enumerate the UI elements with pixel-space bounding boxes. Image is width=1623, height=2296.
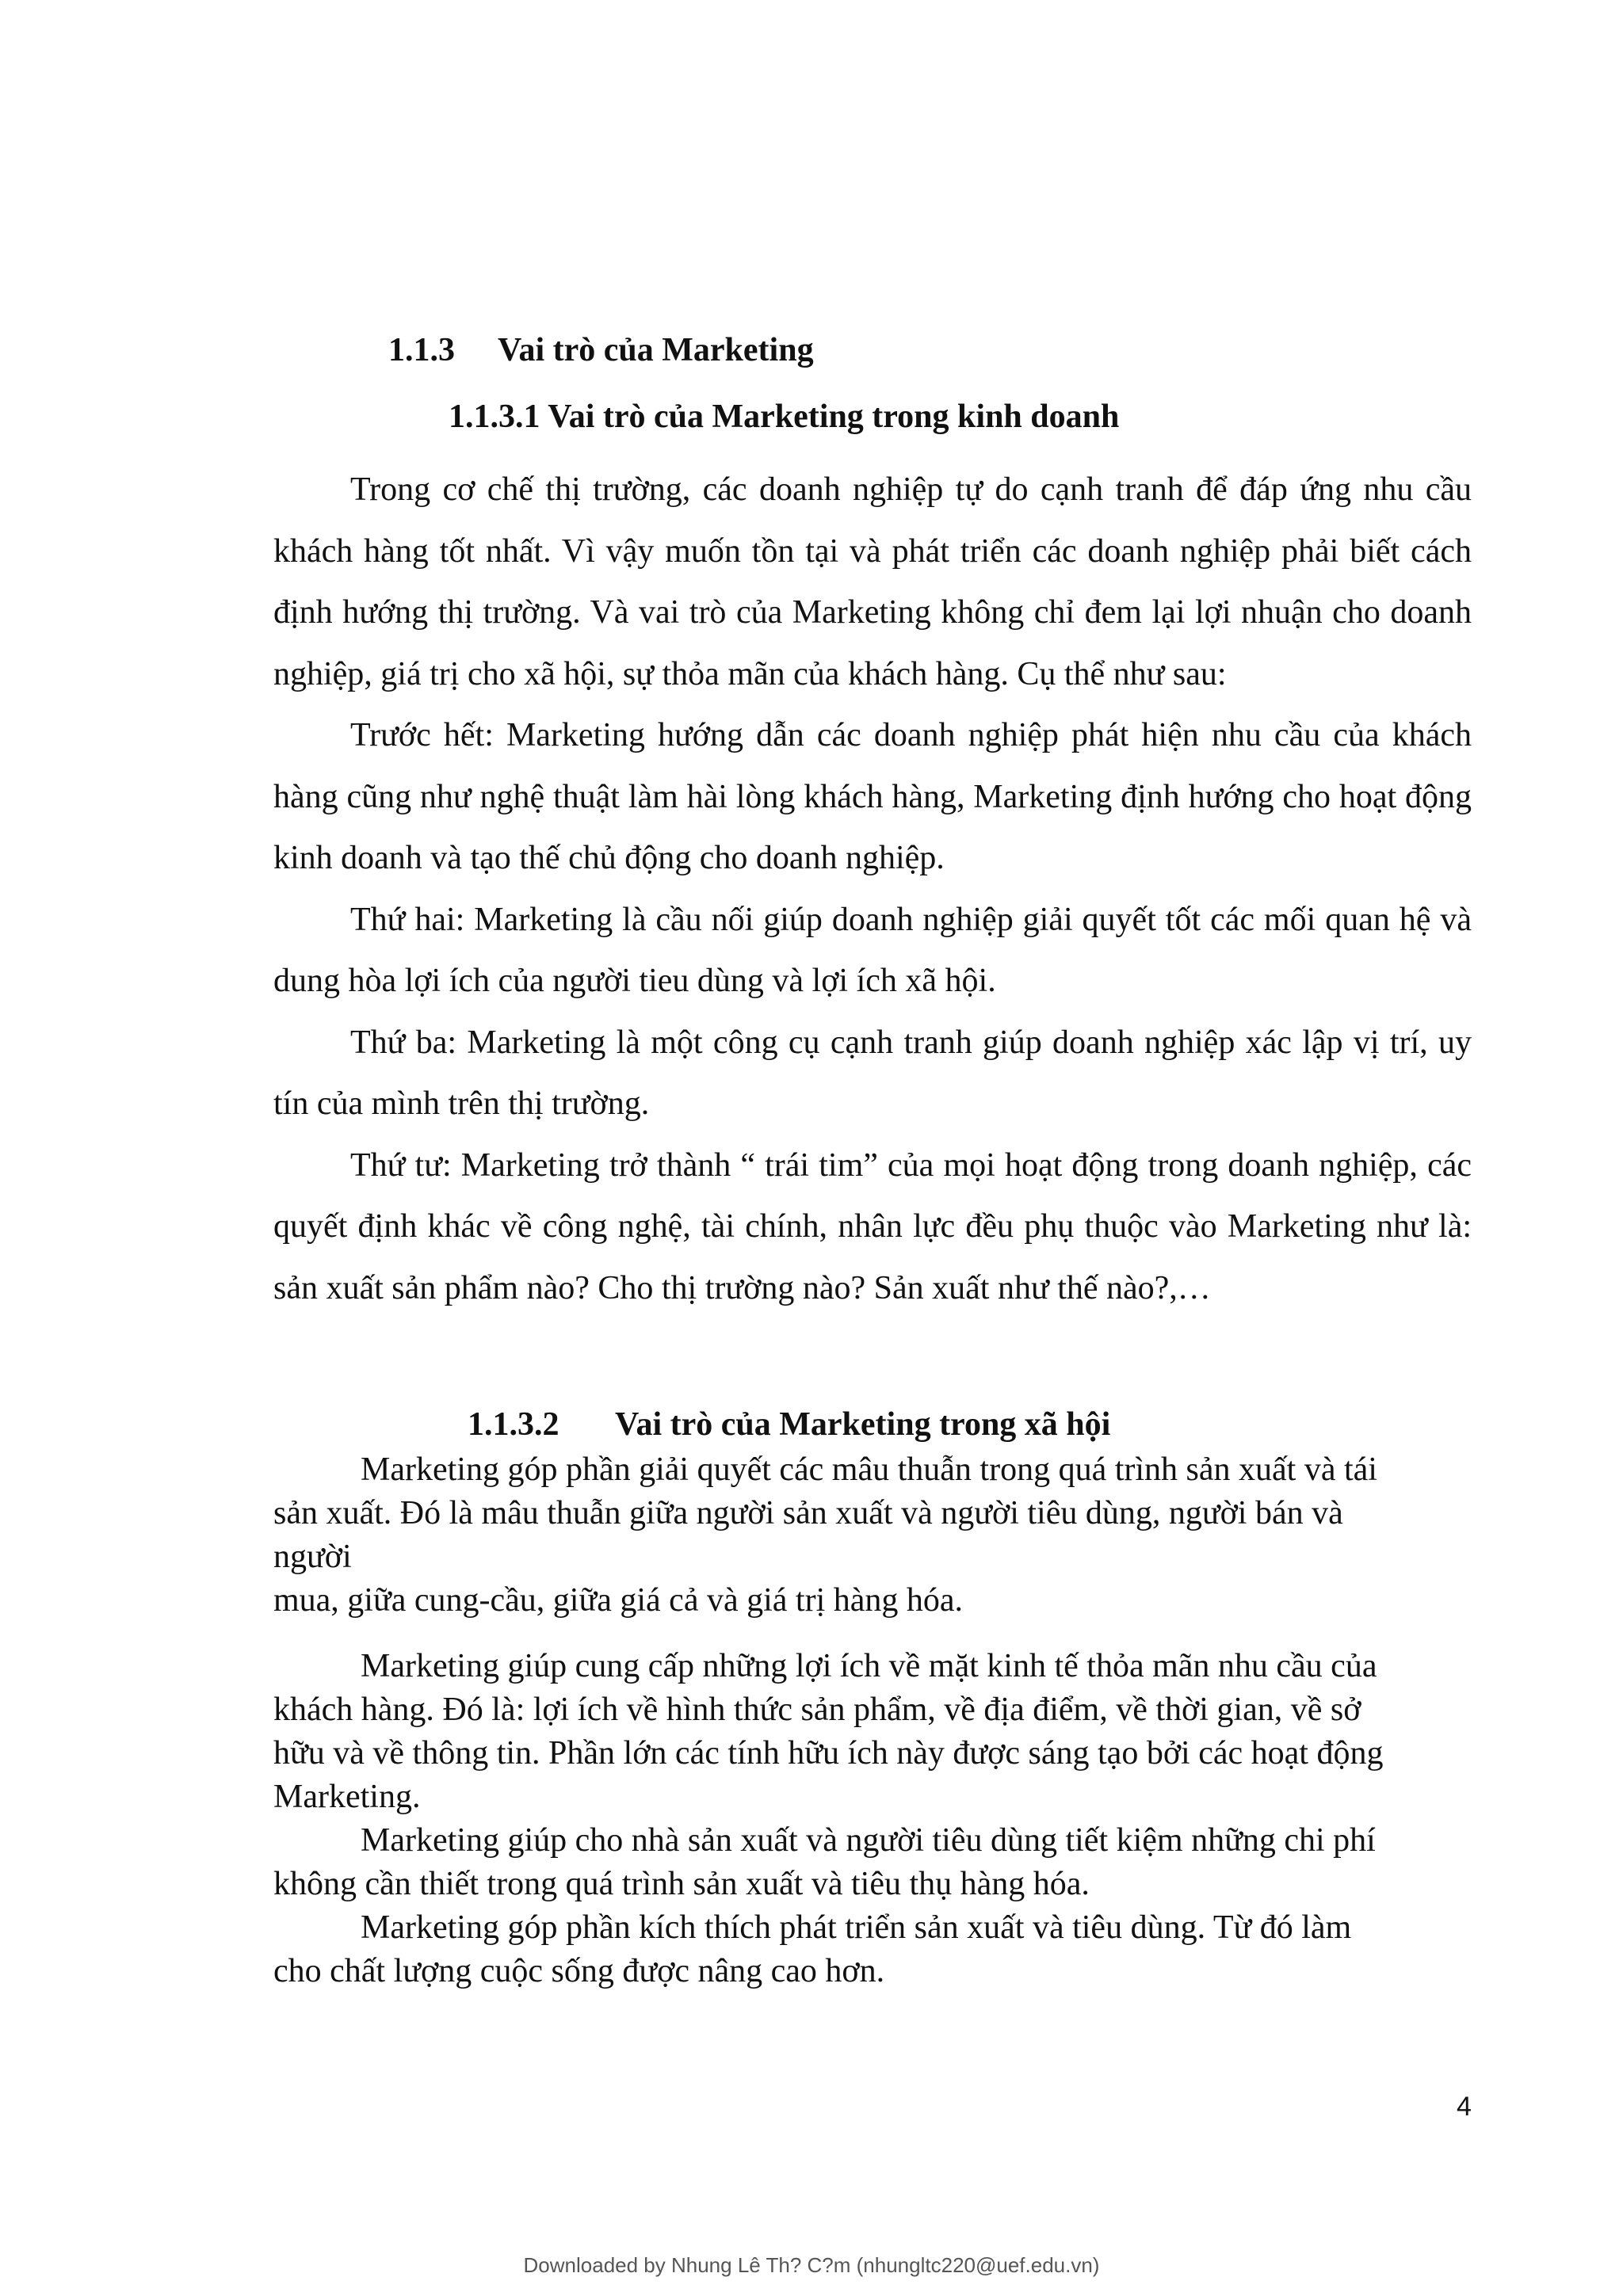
paragraph: Thứ hai: Marketing là cầu nối giúp doanh nghiệp giải quyết tốt các mối quan hệ và dung hòa lợi ích của người tieu dùng và lợi ích xã hội. [273, 901, 1472, 999]
text-line: Marketing. [273, 1779, 421, 1815]
paragraph: Thứ tư: Marketing trở thành “ trái tim” của mọi hoạt động trong doanh nghiệp, các quyết định khác về công nghệ, tài chính, nhân lực đều phụ thuộc vào Marketing như là: sản xuất sản phẩm nào? Cho thị trường nào? Sản xuất như thế nào?,… [273, 1146, 1472, 1306]
text-line: Marketing giúp cho nhà sản xuất và người tiêu dùng tiết kiệm những chi phí [361, 1822, 1376, 1859]
subsection-heading-1-1-3-2 [468, 1405, 1110, 1444]
paragraph: Thứ ba: Marketing là một công cụ cạnh tranh giúp doanh nghiệp xác lập vị trí, uy tín của mình trên thị trường. [273, 1024, 1472, 1122]
text-line: mua, giữa cung-cầu, giữa giá cả và giá trị hàng hóa. [273, 1582, 964, 1619]
paragraph [273, 1645, 1478, 1819]
paragraph-gap [273, 1623, 1478, 1645]
text-line: hữu và về thông tin. Phần lớn các tính hữu ích này được sáng tạo bởi các hoạt động [273, 1735, 1384, 1772]
text-line: sản xuất. Đó là mâu thuẫn giữa người sản xuất và người tiêu dùng, người bán và [273, 1495, 1343, 1531]
paragraph [273, 1819, 1478, 1906]
section-title: Vai trò của Marketing [498, 332, 814, 368]
subsection-heading-1-1-3-1: 1.1.3.1 Vai trò của Marketing trong kinh doanh [449, 399, 1120, 435]
section-title: Vai trò của Marketing trong xã hội [615, 1406, 1111, 1443]
text-line: người [273, 1539, 352, 1575]
paragraph: Trước hết: Marketing hướng dẫn các doanh nghiệp phát hiện nhu cầu của khách hàng cũng như nghệ thuật làm hài lòng khách hàng, Marketing định hướng cho hoạt động kinh doanh và tạo thế chủ động cho doanh nghiệp. [273, 717, 1472, 876]
paragraph [273, 1906, 1478, 1993]
text-line: Marketing góp phần kích thích phát triển sản xuất và tiêu dùng. Từ đó làm [361, 1909, 1352, 1946]
text-line: Marketing giúp cung cấp những lợi ích về mặt kinh tế thỏa mãn nhu cầu của [361, 1648, 1377, 1684]
text-line: khách hàng. Đó là: lợi ích về hình thức sản phẩm, về địa điểm, về thời gian, về sở [273, 1691, 1361, 1728]
text-line: cho chất lượng cuộc sống được nâng cao hơn. [273, 1953, 885, 1989]
text-line: không cần thiết trong quá trình sản xuất và tiêu thụ hàng hóa. [273, 1866, 1090, 1902]
section-1-1-3-1-body [273, 460, 1472, 1319]
section-number: 1.1.3 [388, 332, 455, 368]
text-line: Marketing góp phần giải quyết các mâu thuẫn trong quá trình sản xuất và tái [361, 1451, 1377, 1488]
paragraph [273, 1448, 1478, 1623]
section-heading-1-1-3 [388, 331, 814, 369]
download-footer: Downloaded by Nhung Lê Th? C?m (nhungltc220@uef.edu.vn) [523, 2253, 1100, 2277]
section-1-1-3-2-body [273, 1448, 1478, 1993]
section-number: 1.1.3.2 [468, 1406, 559, 1443]
paragraph: Trong cơ chế thị trường, các doanh nghiệp tự do cạnh tranh để đáp ứng nhu cầu khách hàng tốt nhất. Vì vậy muốn tồn tại và phát triển các doanh nghiệp phải biết cách định hướng thị trường. Và vai trò của Marketing không chỉ đem lại lợi nhuận cho doanh nghiệp, giá trị cho xã hội, sự thỏa mãn của khách hàng. Cụ thể như sau: [273, 471, 1472, 692]
page-number: 4 [1457, 2092, 1472, 2122]
